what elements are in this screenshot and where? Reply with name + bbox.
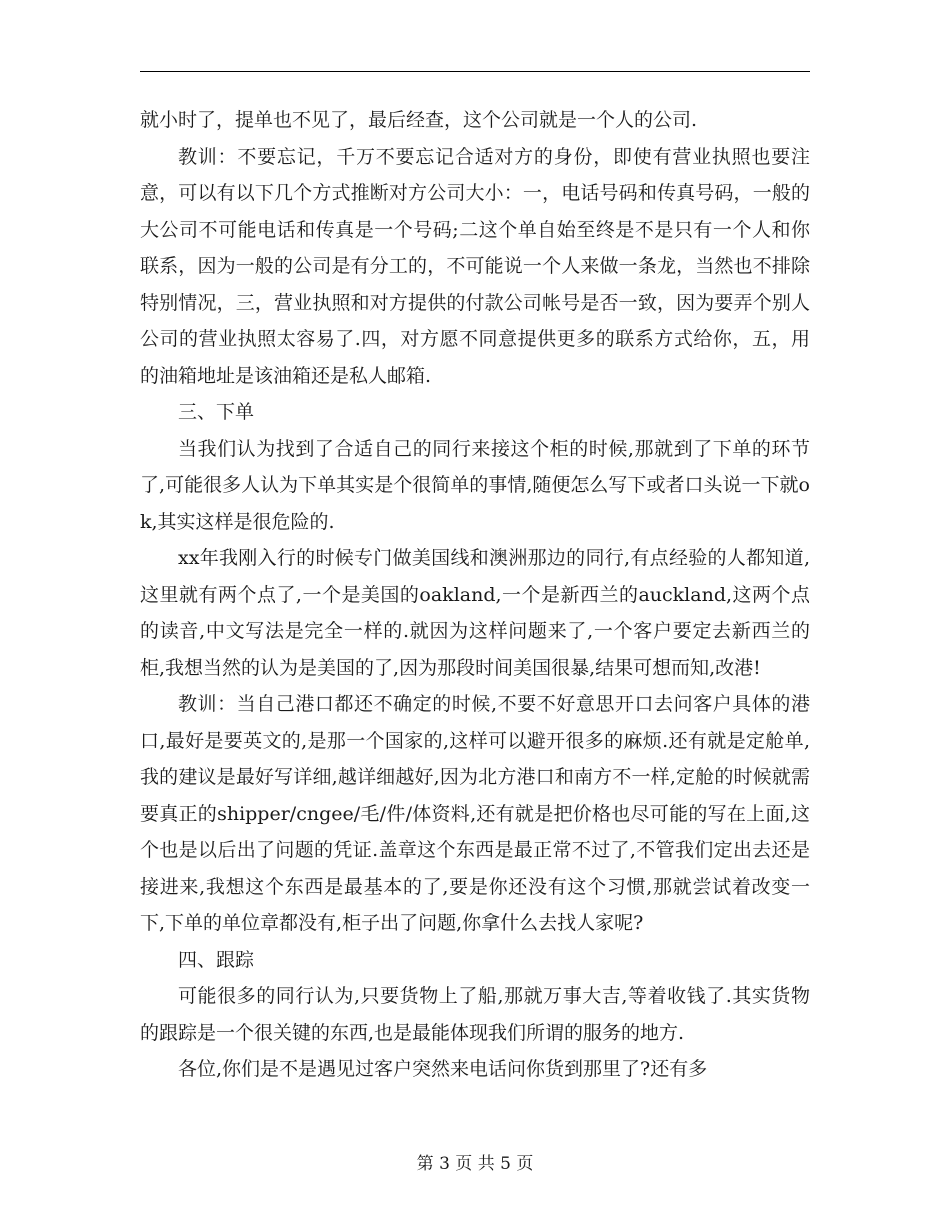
- section-heading-3: 三、下单: [178, 401, 255, 423]
- paragraph-3: 当我们认为找到了合适自己的同行来接这个柜的时候,那就到了下单的环节了,可能很多人认为下单其实是个很简单的事情,随便怎么写下或者口头说一下就ok,其实这样是很危险的.: [140, 437, 810, 533]
- paragraph-lesson-2: 教训：当自己港口都还不确定的时候,不要不好意思开口去问客户具体的港口,最好是要英文的,是那一个国家的,这样可以避开很多的麻烦.还有就是定舱单,我的建议是最好写详细,越详细越好,因为北方港口和南方不一样,定舱的时候就需要真正的shipper/cngee/毛/件/体资料,还有就是把价格也尽可能的写在上面,这个也是以后出了问题的凭证.盖章这个东西是最正常不过了,不管我们定出去还是接进来,我想这个东西是最基本的了,要是你还没有这个习惯,那就尝试着改变一下,下单的单位章都没有,柜子出了问题,你拿什么去找人家呢?: [140, 693, 810, 934]
- page-number: 第 3 页 共 5 页: [416, 1154, 534, 1174]
- paragraph-lesson-1: 教训：不要忘记，千万不要忘记合适对方的身份，即使有营业执照也要注意，可以有以下几个方式推断对方公司大小：一，电话号码和传真号码，一般的大公司不可能电话和传真是一个号码;二这个单自始至终是不是只有一个人和你联系，因为一般的公司是有分工的，不可能说一个人来做一条龙，当然也不排除特别情况，三，营业执照和对方提供的付款公司帐号是否一致，因为要弄个别人公司的营业执照太容易了.四，对方愿不同意提供更多的联系方式给你，五，用的油箱地址是该油箱还是私人邮箱.: [140, 145, 810, 387]
- document-body: [140, 102, 810, 1088]
- section-heading-4: 四、跟踪: [178, 948, 255, 971]
- paragraph-6: 可能很多的同行认为,只要货物上了船,那就万事大吉,等着收钱了.其实货物的跟踪是一个很关键的东西,也是最能体现我们所谓的服务的地方.: [140, 985, 810, 1044]
- header-rule: [140, 71, 810, 72]
- paragraph-7: 各位,你们是不是遇见过客户突然来电话问你货到那里了?还有多: [178, 1058, 708, 1080]
- paragraph-4: xx年我刚入行的时候专门做美国线和澳洲那边的同行,有点经验的人都知道,这里就有两个点了,一个是美国的oakland,一个是新西兰的auckland,这两个点的读音,中文写法是完全一样的.就因为这样问题来了,一个客户要定去新西兰的柜,我想当然的认为是美国的了,因为那段时间美国很暴,结果可想而知,改港!: [140, 547, 810, 679]
- paragraph-1: 就小时了，提单也不见了，最后经查，这个公司就是一个人的公司.: [140, 109, 698, 131]
